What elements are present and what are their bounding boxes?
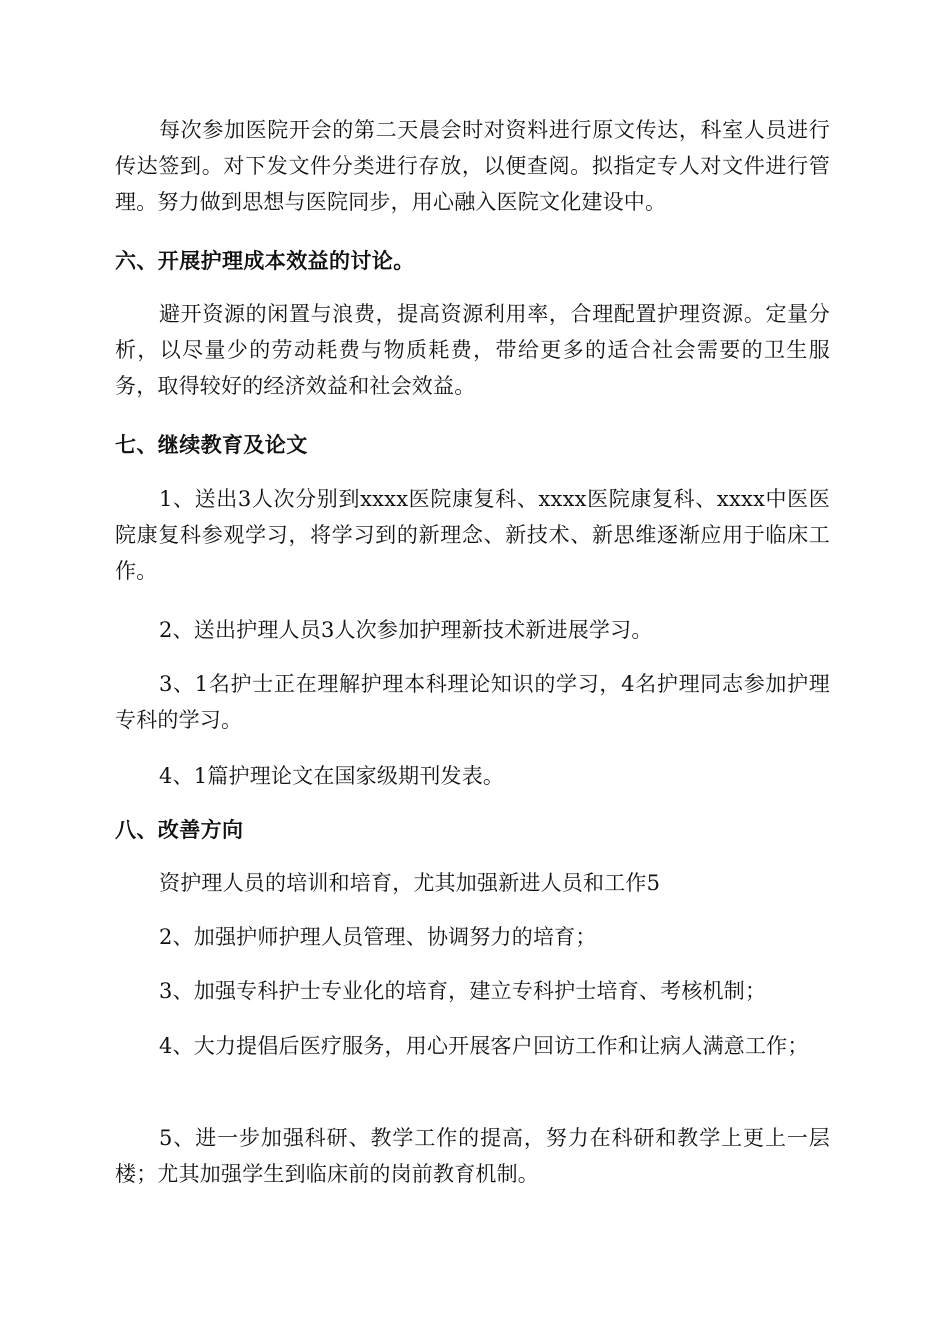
section-eight-item-5: 5、进一步加强科研、教学工作的提高，努力在科研和教学上更上一层楼；尤其加强学生到临床前的岗前教育机制。: [115, 1126, 830, 1186]
section-seven-item-3: 3、1名护士正在理解护理本科理论知识的学习，4名护理同志参加护理专科的学习。: [115, 672, 830, 732]
section-eight-item-1: 资护理人员的培训和培育，尤其加强新进人员和工作5: [159, 871, 661, 895]
section-eight-item-2: 2、加强护师护理人员管理、协调努力的培育；: [159, 925, 597, 949]
section-six-heading: 六、开展护理成本效益的讨论。: [115, 248, 415, 273]
section-seven-item-4: 4、1篇护理论文在国家级期刊发表。: [159, 764, 505, 788]
section-seven-heading: 七、继续教育及论文: [115, 432, 308, 457]
section-eight-heading: 八、改善方向: [115, 817, 244, 842]
section-seven-item-2: 2、送出护理人员3人次参加护理新技术新进展学习。: [159, 618, 653, 642]
intro-paragraph: 每次参加医院开会的第二天晨会时对资料进行原文传达，科室人员进行传达签到。对下发文件分类进行存放，以便查阅。拟指定专人对文件进行管理。努力做到思想与医院同步，用心融入医院文化建设中。: [115, 118, 830, 214]
section-six-paragraph: 避开资源的闲置与浪费，提高资源利用率，合理配置护理资源。定量分析，以尽量少的劳动耗费与物质耗费，带给更多的适合社会需要的卫生服务，取得较好的经济效益和社会效益。: [115, 302, 830, 398]
section-eight-item-4: 4、大力提倡后医疗服务，用心开展客户回访工作和让病人满意工作；: [159, 1034, 809, 1058]
section-seven-item-1: 1、送出3人次分别到xxxx医院康复科、xxxx医院康复科、xxxx中医医院康复科参观学习，将学习到的新理念、新技术、新思维逐渐应用于临床工作。: [115, 487, 830, 583]
section-eight-item-3: 3、加强专科护士专业化的培育，建立专科护士培育、考核机制；: [159, 979, 767, 1003]
